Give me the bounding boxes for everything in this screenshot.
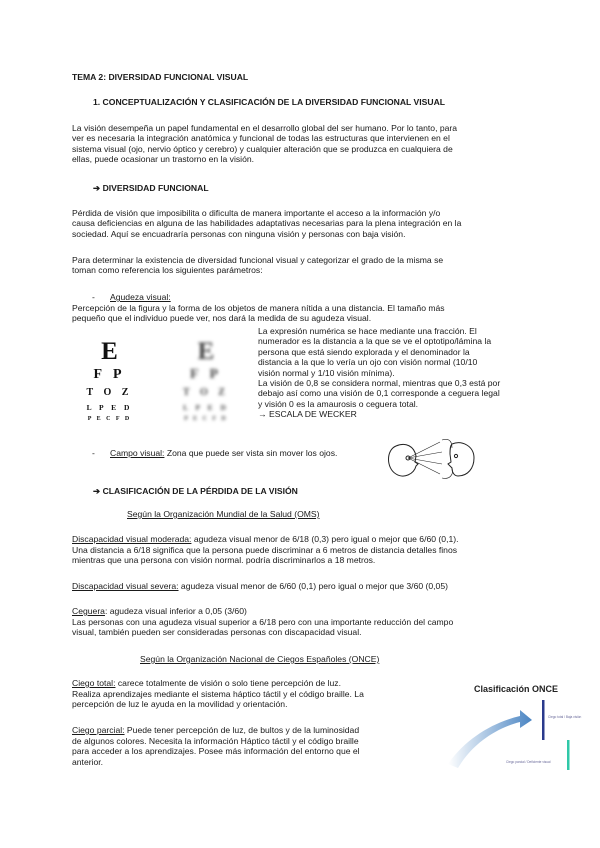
- text-line: para acceder a los aprendizajes. Posee más información del entorno que el: [72, 746, 360, 757]
- ciego-parcial-line: [72, 725, 359, 735]
- text-line: Una distancia a 6/18 significa que la persona puede discriminar a 6 metros de distancia detalles finos: [72, 545, 458, 555]
- parametros-paragraph: [72, 255, 443, 276]
- text-line: Percepción de la figura y la forma de los objetos de manera nítida a una distancia. El tamaño más: [72, 303, 445, 313]
- ceguera-text: : agudeza visual inferior a 0,05 (3/60): [104, 606, 247, 616]
- once-diagram-graphic: [436, 678, 576, 780]
- chart-row: E: [101, 338, 118, 365]
- section-heading-1: 1. CONCEPTUALIZACIÓN Y CLASIFICACIÓN DE LA DIVERSIDAD FUNCIONAL VISUAL: [93, 97, 446, 107]
- chart-row: T O Z: [183, 387, 229, 398]
- agudeza-label: Agudeza visual:: [110, 292, 171, 302]
- text-line: Pérdida de visión que imposibilita o dificulta de manera importante el acceso a la información y/o: [72, 208, 441, 218]
- document-title: TEMA 2: DIVERSIDAD FUNCIONAL VISUAL: [72, 72, 249, 82]
- campo-text: Zona que puede ser vista sin mover los ojos.: [164, 448, 338, 458]
- text-line: Realiza aprendizajes mediante el sistema háptico táctil y el código braille. La: [72, 689, 364, 699]
- text-line: visión normal y 1/10 visión mínima).: [258, 367, 395, 378]
- heading-clasificacion: ➔ CLASIFICACIÓN DE LA PÉRDIDA DE LA VISIÓN: [93, 486, 298, 496]
- chart-row: E: [197, 338, 215, 365]
- agudeza-paragraph: [72, 303, 445, 324]
- eye-chart-blurred: [160, 338, 252, 425]
- once-diagram-label-top: Ciego total / Baja visión: [548, 715, 582, 719]
- text-line: distancia a la que lo vería un ojo con visión normal (10/10: [258, 357, 478, 368]
- once-diagram: [436, 678, 582, 780]
- once-diagram-label-bottom: Ciego parcial / Deficiente visual: [506, 760, 551, 764]
- text-line: numerador es la distancia a la que se ve el optotipo/lámina la: [258, 336, 492, 347]
- ciego-total-paragraph: [72, 689, 364, 710]
- chart-row: T O Z: [86, 387, 133, 398]
- agudeza-side-paragraph: [258, 326, 500, 420]
- text-line: La expresión numérica se hace mediante una fracción. El: [258, 326, 477, 336]
- ceguera-paragraph: [72, 617, 453, 638]
- oms-heading: Según la Organización Mundial de la Salud (OMS): [127, 509, 320, 519]
- text-line: debajo así como una visión de 0,1 corresponde a ceguera legal: [258, 388, 500, 399]
- ciego-total-line: [72, 678, 341, 688]
- diversidad-paragraph: [72, 208, 461, 239]
- severa-text: agudeza visual menor de 6/60 (0,1) pero igual o mejor que 3/60 (0,05): [178, 581, 448, 591]
- ciego-total-label: Ciego total:: [72, 678, 116, 688]
- campo-line: [110, 448, 337, 458]
- moderada-label: Discapacidad visual moderada:: [72, 534, 192, 544]
- text-line: La visión de 0,8 se considera normal, mientras que 0,3 está por: [258, 378, 501, 389]
- ciego-total-text: carece totalmente de visión o solo tiene percepción de luz.: [115, 678, 341, 688]
- text-line: sistema visual (ojo, nervio óptico y cerebro) y cualquier alteración que se produzca en cualquiera de: [72, 143, 453, 154]
- ceguera-label: Ceguera: [72, 606, 105, 616]
- text-line: causa deficiencias en alguna de las habilidades adaptativas necesarias para la plena integración en la: [72, 218, 462, 229]
- eye-chart-sharp: [62, 338, 157, 425]
- head-profile-sketch: [382, 434, 480, 482]
- intro-paragraph: [72, 123, 457, 165]
- text-line: sociedad. Aquí se encuadraría personas con ninguna visión y personas con baja visión.: [72, 228, 406, 239]
- text-line: anterior.: [72, 756, 104, 767]
- moderada-text: agudeza visual menor de 6/18 (0,3) pero igual o mejor que 6/60 (0,1).: [191, 534, 459, 544]
- text-line: persona que está siendo explorada y el denominador la: [258, 346, 470, 357]
- visual-field-illustration: [382, 434, 480, 482]
- heading-diversidad-funcional: ➔ DIVERSIDAD FUNCIONAL: [93, 183, 209, 193]
- text-line: Las personas con una agudeza visual superior a 6/18 pero con una importante reducción del campo: [72, 617, 454, 627]
- once-diagram-title: Clasificación ONCE: [474, 684, 559, 694]
- text-line: mientras que una persona con visión normal. podría discriminarlos a 18 metros.: [72, 555, 376, 566]
- once-heading: Según la Organización Nacional de Ciegos Españoles (ONCE): [140, 654, 380, 664]
- bullet-dash: -: [92, 292, 95, 302]
- moderada-line: [72, 534, 458, 544]
- text-line: de algunos colores. Necesita la información Háptico táctil y el código braille: [72, 736, 359, 746]
- campo-label: Campo visual:: [110, 448, 165, 458]
- text-line: y visión 0 es la amaurosis o ceguera total.: [258, 398, 419, 409]
- text-line: ver es necesaria la integración anatómica y funcional de todas las estructuras que intervienen en el: [72, 133, 450, 144]
- chart-row: P E C F D: [184, 416, 228, 422]
- chart-row: F P: [93, 367, 126, 382]
- text-line: percepción de luz le ayuda en la movilidad y orientación.: [72, 699, 288, 710]
- text-line: visual, también pueden ser consideradas personas con discapacidad visual.: [72, 627, 362, 638]
- chart-row: F P: [189, 367, 223, 382]
- severa-label: Discapacidad visual severa:: [72, 581, 179, 591]
- severa-line: [72, 581, 448, 591]
- text-line: Para determinar la existencia de diversidad funcional visual y categorizar el grado de la misma se: [72, 255, 444, 265]
- once-diagram-bar-bottom: [567, 740, 570, 770]
- wecker-scale-line: → ESCALA DE WECKER: [258, 409, 357, 420]
- bullet-dash: -: [92, 448, 95, 458]
- eye-chart-image: [62, 338, 252, 430]
- text-line: ellas, puede ocasionar un trastorno en la visión.: [72, 154, 255, 165]
- text-line: La visión desempeña un papel fundamental en el desarrollo global del ser humano. Por lo tanto, para: [72, 123, 458, 133]
- ciego-parcial-paragraph: [72, 736, 360, 767]
- ciego-parcial-label: Ciego parcial:: [72, 725, 125, 735]
- chart-row: P E C F D: [87, 416, 132, 422]
- text-line: pequeño que el individuo puede ver, nos dará la medida de su agudeza visual.: [72, 313, 372, 324]
- text-line: toman como referencia los siguientes parámetros:: [72, 265, 263, 276]
- ceguera-line: [72, 606, 247, 616]
- chart-row: L P E D: [86, 403, 133, 412]
- moderada-paragraph: [72, 545, 457, 566]
- once-diagram-bar-top: [542, 700, 545, 740]
- ciego-parcial-text: Puede tener percepción de luz, de bultos y de la luminosidad: [124, 725, 360, 735]
- chart-row: L P E D: [183, 403, 229, 412]
